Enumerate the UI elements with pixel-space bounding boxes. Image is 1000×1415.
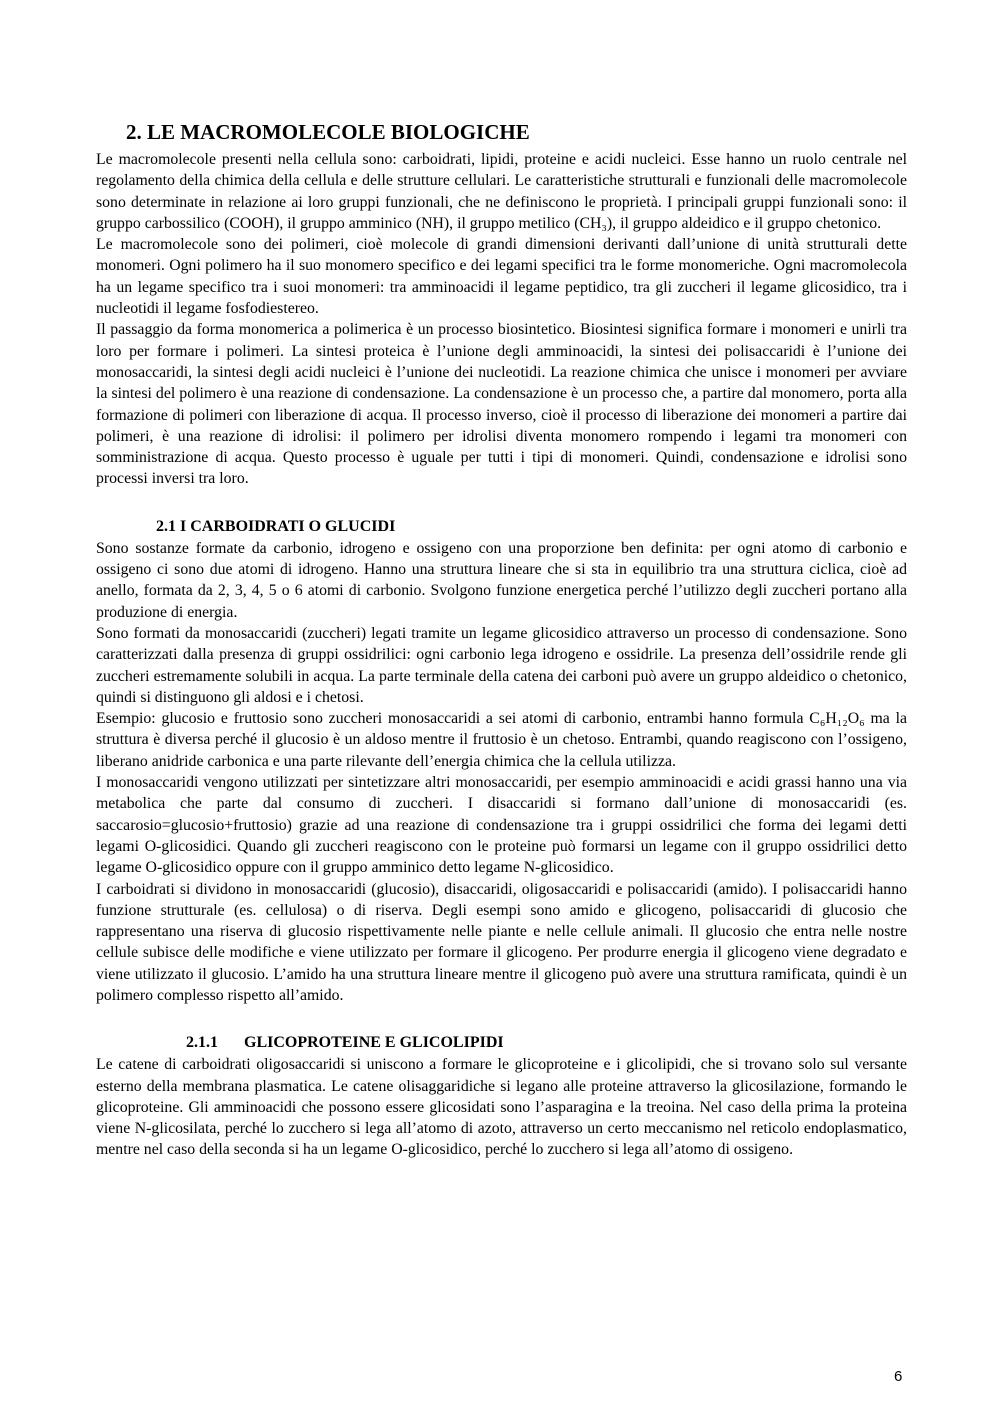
paragraph: Sono formati da monosaccaridi (zuccheri) legati tramite un legame glicosidico attraverso un processo di condensazione. Sono caratterizzati dalla presenza di gruppi ossidrilici: ogni carbonio lega idrogeno e ossidrile. La presenza dell’ossidrile rende gli zuccheri estremamente solubili in acqua. La parte terminale della catena dei carboni può avere un gruppo aldeidico o chetonico, quindi si distinguono gli aldosi e i chetosi. [96,624,907,706]
paragraph: Il passaggio da forma monomerica a polimerica è un processo biosintetico. Biosintesi significa formare i monomeri e unirli tra loro per formare i polimeri. La sintesi proteica è l’unione degli amminoacidi, la sintesi dei polisaccaridi è l’unione dei monosaccaridi, la sintesi degli acidi nucleici è l’unione dei nucleotidi. La reazione chimica che unisce i monomeri per avviare la sintesi del polimero è una reazione di condensazione. La condensazione è un processo che, a partire dal monomero, porta alla formazione di polimeri con liberazione di acqua. Il processo inverso, cioè il processo di liberazione dei monomeri a partire dai polimeri, è una reazione di idrolisi: il polimero per idrolisi diventa monomero rompendo i legami tra monomeri con somministrazione di acqua. Questo processo è uguale per tutti i tipi di monomeri. Quindi, condensazione e idrolisi sono processi inversi tra loro. [96,321,907,488]
subsubsection-title [186,1032,907,1054]
paragraph: I monosaccaridi vengono utilizzati per sintetizzare altri monosaccaridi, per esempio amminoacidi e acidi grassi hanno una via metabolica che parte dal consumo di zuccheri. I disaccaridi si formano dall’unione di monosaccaridi (es. saccarosio=glucosio+fruttosio) grazie ad una reazione di condensazione tra i gruppi ossidrilici che forma dei legami detti legami O-glicosidici. Quando gli zuccheri reagiscono con le proteine può formarsi un legame con il gruppo ossidrilici detto legame O-glicosidico oppure con il gruppo amminico detto legame N-glicosidico. [96,774,907,877]
subsubsection-number: 2.1.1 [186,1034,218,1052]
paragraph: Sono sostanze formate da carbonio, idrogeno e ossigeno con una proporzione ben definita: per ogni atomo di carbonio e ossigeno ci sono due atomi di idrogeno. Hanno una struttura lineare che si sta in equilibrio tra una struttura ciclica, cioè ad anello, formata da 2, 3, 4, 5 o 6 atomi di carbonio. Svolgono funzione energetica perché l’utilizzo degli zuccheri portano alla produzione di energia. [96,539,907,621]
document-page [96,118,907,1161]
subsubsection-heading: GLICOPROTEINE E GLICOLIPIDI [244,1034,504,1052]
paragraph: Le catene di carboidrati oligosaccaridi si uniscono a formare le glicoproteine e i glicolipidi, che si trovano solo sul versante esterno della membrana plasmatica. Le catene olisaggaridiche si legano alle proteine attraverso la glicosilazione, formando le glicoproteine. Gli amminoacidi che possono essere glicosidati sono l’asparagina e la treoina. Nel caso della prima la proteina viene N-glicosilata, perché lo zucchero si lega all’atomo di azoto, attraverso un certo meccanismo nel reticolo endoplasmatico, mentre nel caso della seconda si ha un legame O-glicosidico, perché lo zucchero si lega all’atomo di ossigeno. [96,1056,907,1159]
paragraph: Le macromolecole sono dei polimeri, cioè molecole di grandi dimensioni derivanti dall’unione di unità strutturali dette monomeri. Ogni polimero ha il suo monomero specifico e dei legami specifici tra le forme monomeriche. Ogni macromolecola ha un legame specifico tra i suoi monomeri: tra amminoacidi il legame peptidico, tra gli zuccheri il legame glicosidico, tra i nucleotidi il legame fosfodiestereo. [96,236,907,318]
paragraph: Le macromolecole presenti nella cellula sono: carboidrati, lipidi, proteine e acidi nucleici. Esse hanno un ruolo centrale nel regolamento della chimica della cellula e delle strutture cellulari. Le caratteristiche strutturali e funzionali delle macromolecole sono determinate in relazione ai loro gruppi funzionali, che ne definiscono le proprietà. I principali gruppi funzionali sono: il gruppo carbossilico (COOH), il gruppo amminico (NH), il gruppo metilico (CH₃), il gruppo aldeidico e il gruppo chetonico. [96,151,907,232]
section-title: 2. LE MACROMOLECOLE BIOLOGICHE [126,120,530,144]
subsection-title: 2.1 I CARBOIDRATI O GLUCIDI [156,517,396,535]
paragraph: Esempio: glucosio e fruttosio sono zuccheri monosaccaridi a sei atomi di carbonio, entrambi hanno formula C₆H₁₂O₆ ma la struttura è diversa perché il glucosio è un aldoso mentre il fruttosio è un chetoso. Entrambi, quando reagiscono con l’ossigeno, liberano anidride carbonica e una parte rilevante dell’energia chimica che la cellula utilizza. [96,710,907,770]
page-number: 6 [894,1368,903,1385]
paragraph: I carboidrati si dividono in monosaccaridi (glucosio), disaccaridi, oligosaccaridi e polisaccaridi (amido). I polisaccaridi hanno funzione strutturale (es. cellulosa) o di riserva. Degli esempi sono amido e glicogeno, polisaccaridi di glucosio che rappresentano una riserva di glucosio rispettivamente nelle piante e nelle cellule animali. Il glucosio che entra nelle nostre cellule subisce delle modifiche e viene utilizzato per formare il glicogeno. Per produrre energia il glicogeno viene degradato e viene utilizzato il glucosio. L’amido ha una struttura lineare mentre il glicogeno può avere una struttura ramificata, quindi è un polimero complesso rispetto all’amido. [96,880,907,1004]
